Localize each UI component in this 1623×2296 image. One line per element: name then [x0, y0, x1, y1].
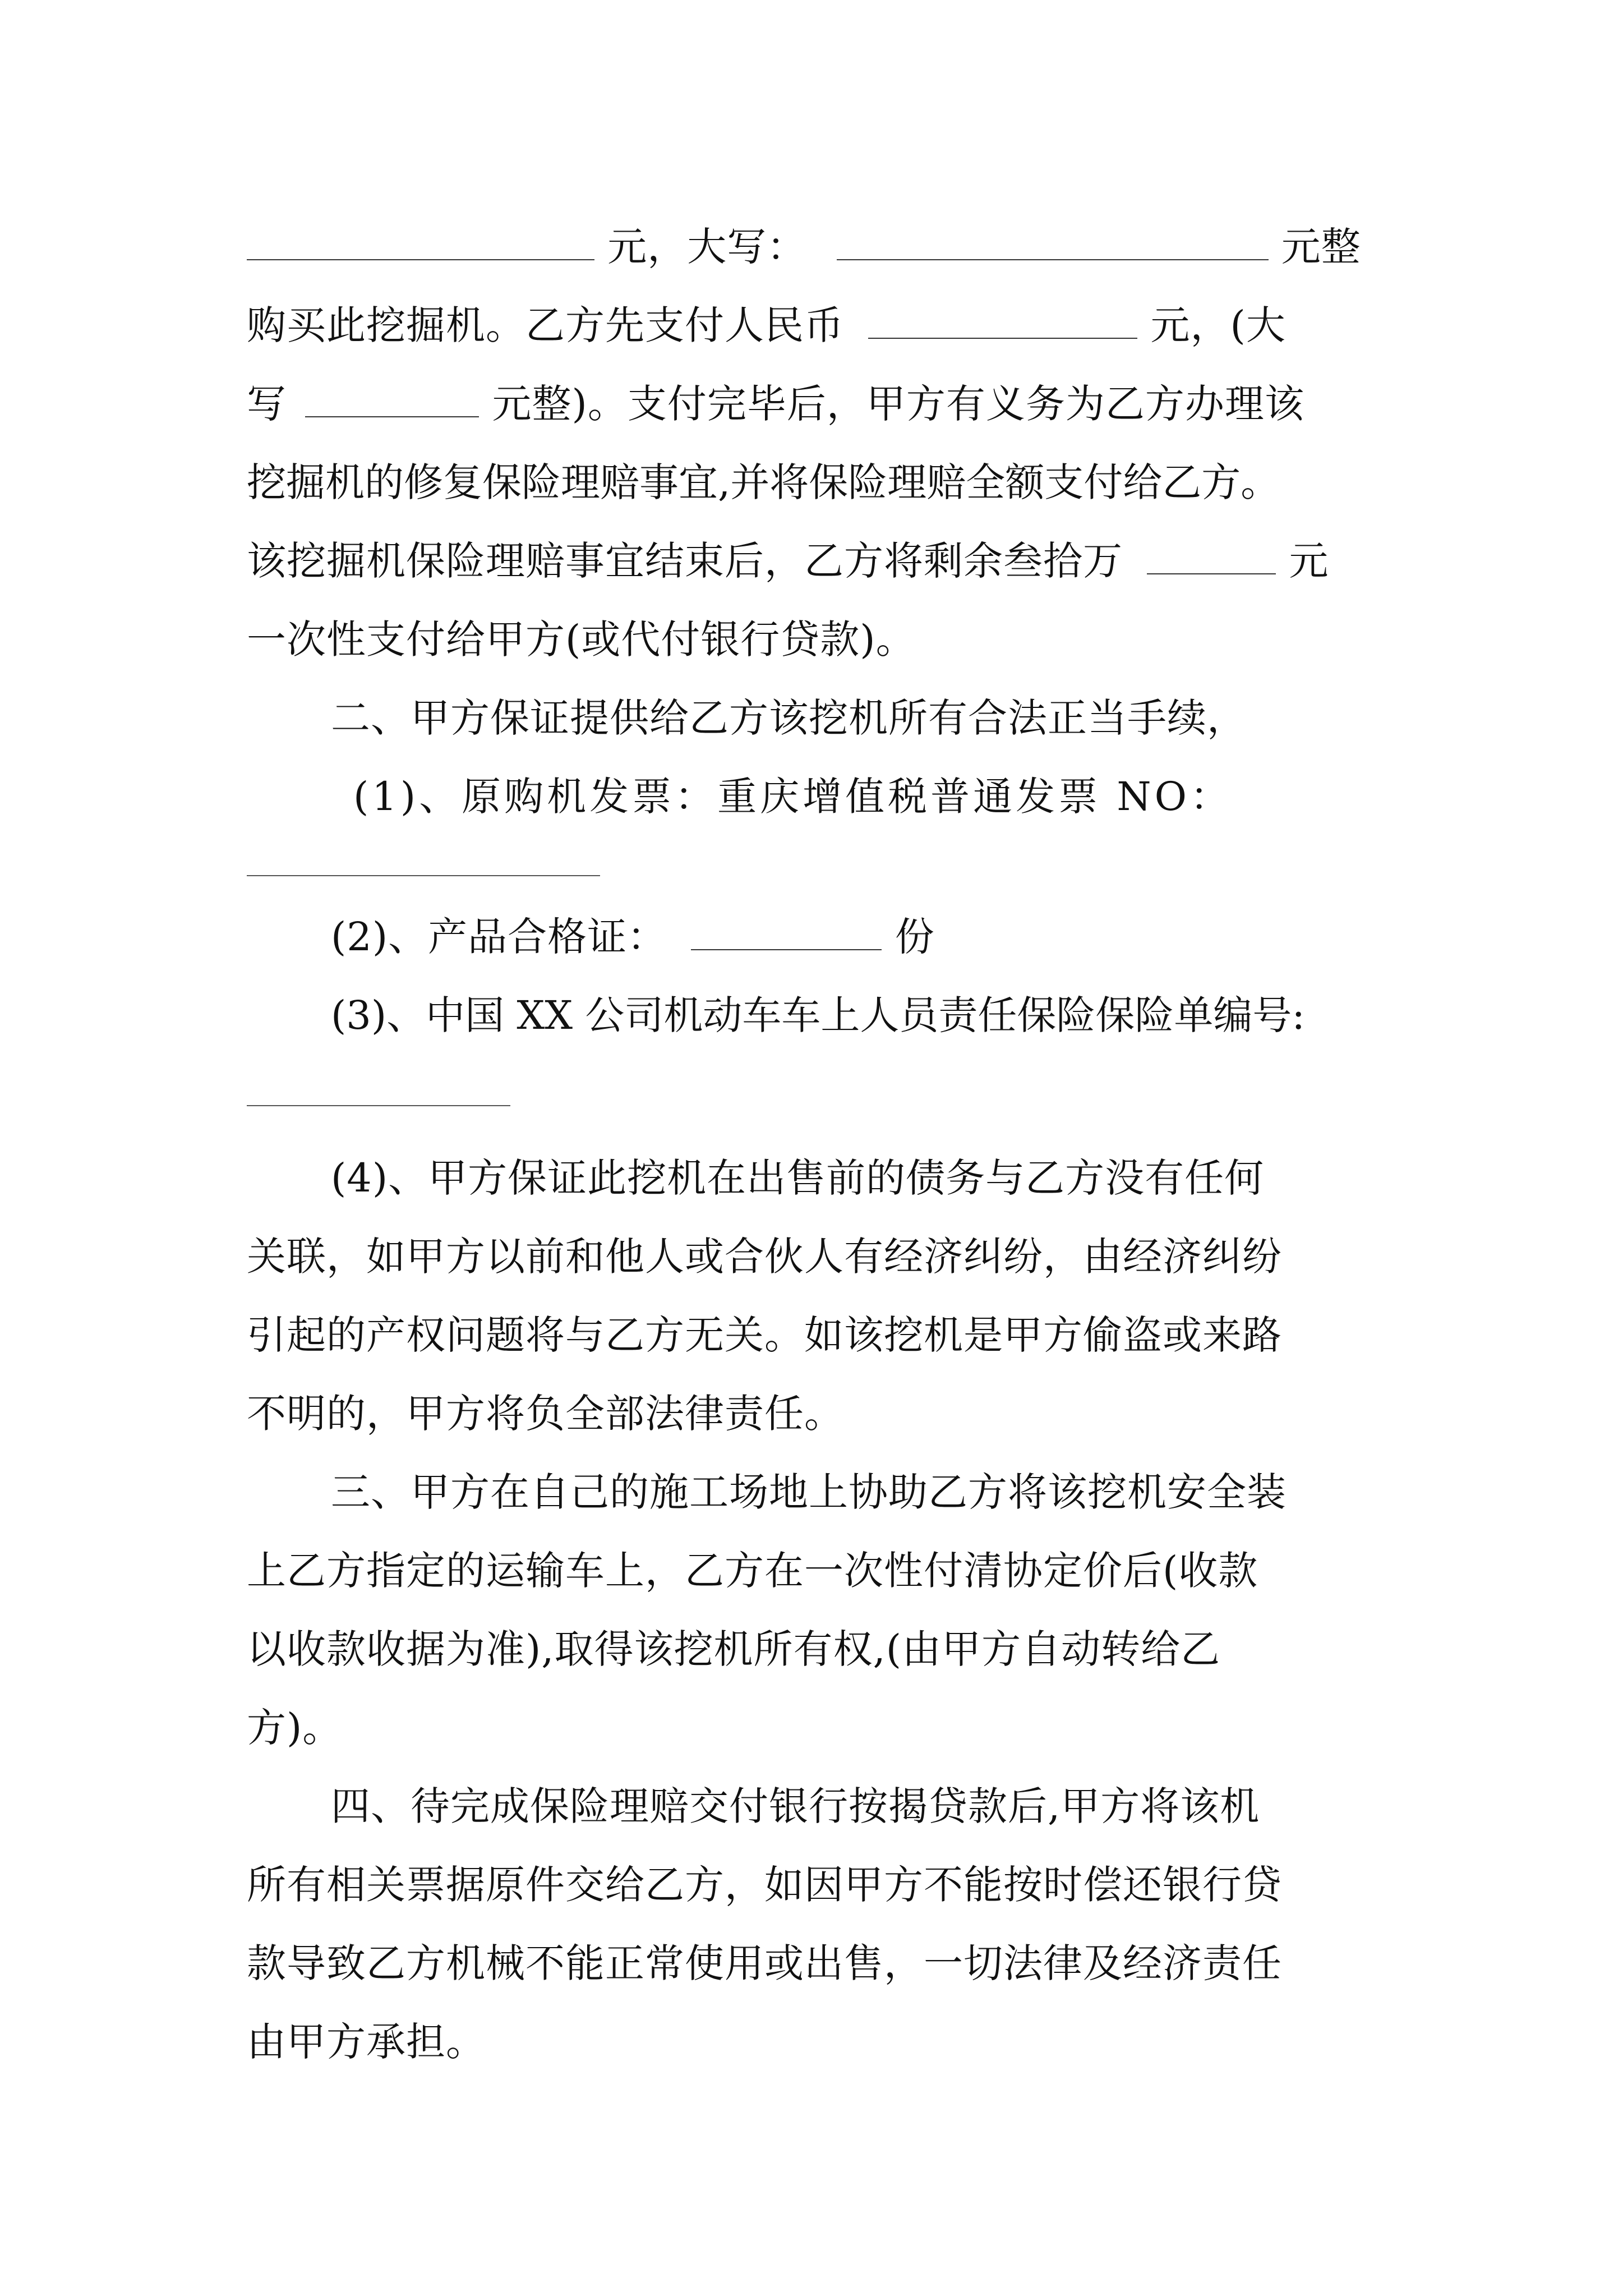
paragraph-line: 所有相关票据原件交给乙方，如因甲方不能按时偿还银行贷 — [247, 1862, 1282, 1908]
text-segment: 元，大写： — [607, 224, 807, 270]
text-segment: 写 — [247, 381, 287, 427]
text-segment: 元整 — [1281, 224, 1361, 270]
paragraph-line: 引起的产权问题将与乙方无关。如该挖机是甲方偷盗或来路 — [247, 1312, 1282, 1358]
payment-line-5 — [247, 522, 1391, 600]
text-segment: 该挖掘机保险理赔事宜结束后，乙方将剩余叁拾万 — [247, 538, 1123, 584]
invoice-number-blank — [247, 875, 600, 876]
text-segment: 份 — [895, 914, 935, 960]
section-2-item-3: (3)、中国 XX 公司机动车车上人员责任保险保险单编号: — [331, 992, 1305, 1038]
text-segment: 元整)。支付完毕后，甲方有义务为乙方办理该 — [492, 381, 1304, 427]
paragraph-line: 关联，如甲方以前和他人或合伙人有经济纠纷，由经济纠纷 — [247, 1234, 1282, 1280]
paragraph-line: 以收款收据为准),取得该挖机所有权,(由甲方自动转给乙 — [247, 1626, 1221, 1672]
section-2-item-2 — [331, 898, 1391, 976]
paragraph-line: 挖掘机的修复保险理赔事宜,并将保险理赔全额支付给乙方。 — [247, 459, 1280, 505]
text-segment: 购买此挖掘机。乙方先支付人民币 — [247, 302, 844, 348]
amount-blank — [247, 226, 594, 260]
section-4-heading: 四、待完成保险理赔交付银行按揭贷款后,甲方将该机 — [331, 1783, 1260, 1829]
payment-line-1 — [247, 208, 1391, 286]
text-segment: 元 — [1289, 538, 1329, 584]
amount-words-blank — [837, 226, 1269, 260]
payment-line-2 — [247, 286, 1391, 365]
down-payment-blank — [868, 304, 1137, 339]
certificate-count-blank — [691, 915, 882, 950]
paragraph-line: 一次性支付给甲方(或代付银行贷款)。 — [247, 616, 916, 662]
down-payment-words-blank — [305, 383, 479, 417]
paragraph-line: 由甲方承担。 — [247, 2019, 486, 2065]
text-segment: 元，(大 — [1150, 302, 1286, 348]
paragraph-line: 方)。 — [247, 1705, 343, 1751]
text-segment: (2)、产品合格证： — [331, 914, 667, 960]
paragraph-line: 不明的，甲方将负全部法律责任。 — [247, 1391, 844, 1437]
remaining-amount-blank — [1147, 540, 1276, 574]
section-2-item-4: (4)、甲方保证此挖机在出售前的债务与乙方没有任何 — [331, 1155, 1265, 1201]
section-2-item-1: (1)、原购机发票：重庆增值税普通发票 NO： — [353, 774, 1233, 820]
paragraph-line: 款导致乙方机械不能正常使用或出售，一切法律及经济责任 — [247, 1940, 1282, 1986]
policy-number-blank — [247, 1105, 510, 1106]
section-3-heading: 三、甲方在自己的施工场地上协助乙方将该挖机安全装 — [331, 1469, 1287, 1515]
paragraph-line: 上乙方指定的运输车上，乙方在一次性付清协定价后(收款 — [247, 1548, 1258, 1594]
payment-line-3 — [247, 365, 1391, 443]
section-2-heading: 二、甲方保证提供给乙方该挖机所有合法正当手续， — [331, 695, 1247, 741]
